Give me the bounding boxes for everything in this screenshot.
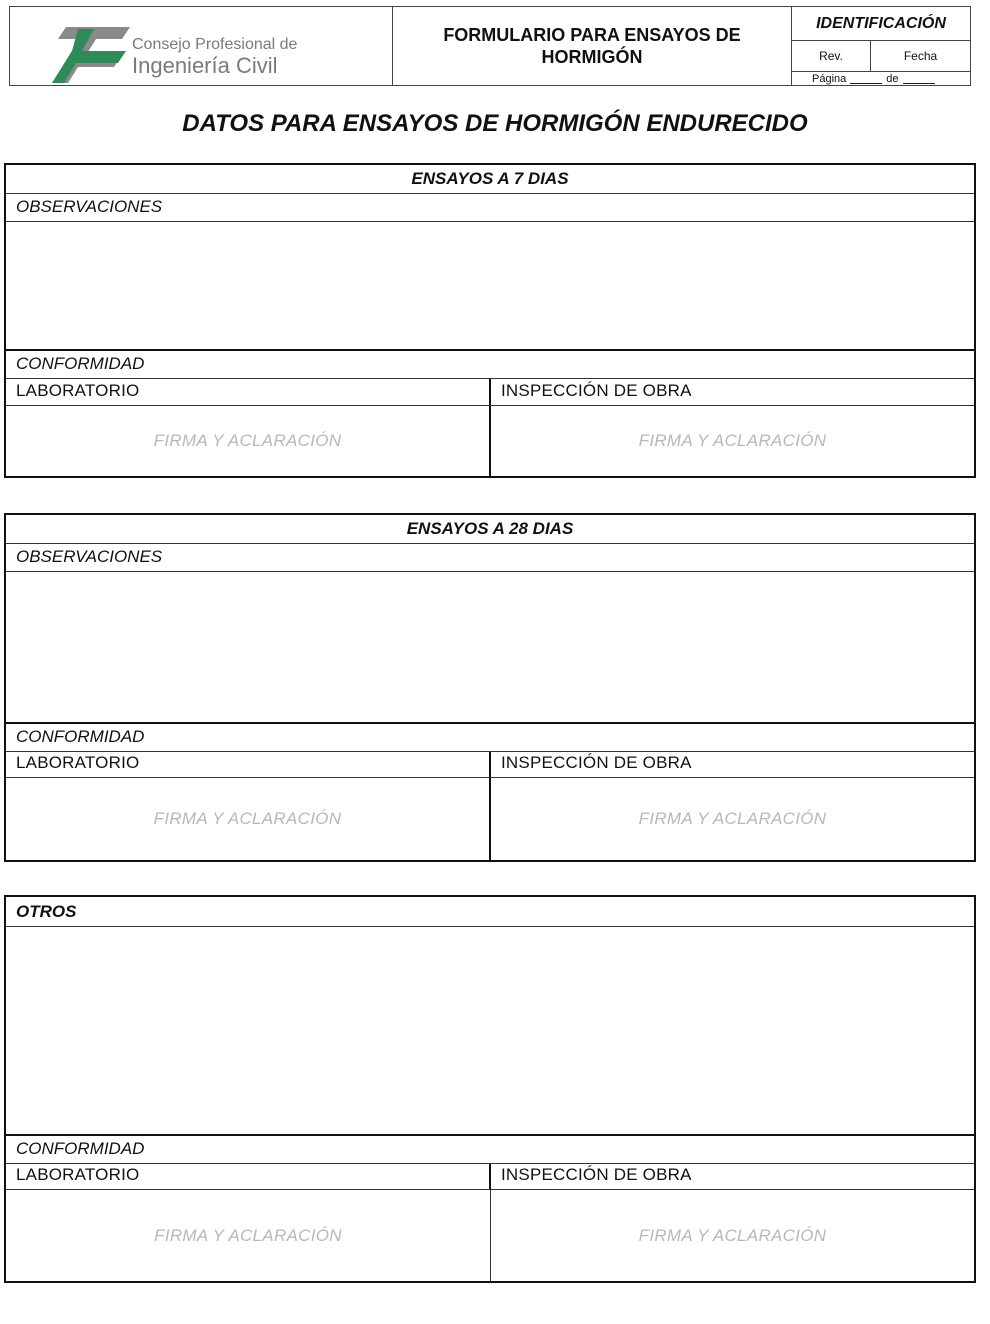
- inspeccion-header: [491, 752, 974, 778]
- pagina-label: Página: [812, 72, 847, 85]
- section-28-dias: [4, 513, 976, 862]
- inspeccion-header: [491, 1164, 974, 1190]
- logo-text: [132, 37, 297, 77]
- identification-title: IDENTIFICACIÓN: [792, 7, 970, 41]
- firma-placeholder: FIRMA Y ACLARACIÓN: [154, 1225, 342, 1245]
- inspeccion-label: INSPECCIÓN DE OBRA: [501, 1165, 692, 1184]
- firma-placeholder: FIRMA Y ACLARACIÓN: [638, 809, 827, 828]
- otros-field[interactable]: [6, 927, 974, 1136]
- conformidad-label: CONFORMIDAD: [16, 727, 145, 746]
- inspeccion-header: [491, 379, 974, 406]
- observaciones-field[interactable]: [6, 222, 974, 351]
- revision-row: [792, 41, 970, 72]
- rev-label: Rev.: [792, 41, 871, 71]
- laboratorio-signature-field[interactable]: [6, 406, 491, 476]
- logo-block: [10, 7, 393, 85]
- firma-placeholder: FIRMA Y ACLARACIÓN: [153, 809, 342, 828]
- observaciones-field[interactable]: [6, 572, 974, 724]
- laboratorio-header: [6, 379, 491, 406]
- otros-label-row: [6, 897, 974, 927]
- total-pages-blank[interactable]: [903, 74, 935, 84]
- section-7-dias: [4, 163, 976, 478]
- section-heading: ENSAYOS A 28 DIAS: [6, 515, 974, 544]
- form-header: [9, 6, 971, 86]
- observaciones-label: OBSERVACIONES: [16, 547, 163, 566]
- firma-placeholder: FIRMA Y ACLARACIÓN: [153, 431, 342, 450]
- observaciones-label-row: [6, 544, 974, 572]
- laboratorio-signature-field[interactable]: [6, 1190, 491, 1281]
- fecha-label: Fecha: [903, 49, 938, 63]
- signature-row: [6, 778, 974, 860]
- signers-row: [6, 752, 974, 778]
- cpic-logo-icon: [52, 21, 130, 83]
- inspeccion-label: INSPECCIÓN DE OBRA: [501, 381, 692, 400]
- inspeccion-signature-field[interactable]: [491, 406, 974, 476]
- page-title: DATOS PARA ENSAYOS DE HORMIGÓN ENDURECIDO: [182, 110, 808, 137]
- form-title: FORMULARIO PARA ENSAYOS DE HORMIGÓN: [393, 7, 792, 85]
- laboratorio-header: [6, 1164, 491, 1190]
- logo-line1: Consejo Profesional de: [132, 36, 298, 53]
- conformidad-label: CONFORMIDAD: [16, 354, 145, 373]
- signature-row: [6, 406, 974, 476]
- identification-block: [792, 7, 970, 85]
- otros-heading: OTROS: [16, 902, 77, 921]
- laboratorio-label: LABORATORIO: [16, 1165, 140, 1184]
- inspeccion-signature-field[interactable]: [491, 778, 974, 860]
- laboratorio-label: LABORATORIO: [16, 381, 140, 400]
- conformidad-label: CONFORMIDAD: [16, 1139, 145, 1158]
- signers-row: [6, 1164, 974, 1190]
- inspeccion-label: INSPECCIÓN DE OBRA: [501, 753, 692, 772]
- conformidad-row: [6, 351, 974, 379]
- signers-row: [6, 379, 974, 406]
- section-otros: [4, 895, 976, 1283]
- section-heading: ENSAYOS A 7 DIAS: [6, 165, 974, 194]
- de-label: de: [886, 72, 899, 85]
- firma-placeholder: FIRMA Y ACLARACIÓN: [638, 431, 827, 450]
- page-number-row: [792, 72, 970, 85]
- pagina-blank[interactable]: [850, 74, 882, 84]
- observaciones-label: OBSERVACIONES: [16, 197, 163, 216]
- conformidad-row: [6, 1136, 974, 1164]
- signature-row: [6, 1190, 974, 1281]
- laboratorio-signature-field[interactable]: [6, 778, 491, 860]
- laboratorio-label: LABORATORIO: [16, 753, 140, 772]
- logo-line2: Ingeniería Civil: [132, 53, 278, 78]
- observaciones-label-row: [6, 194, 974, 222]
- laboratorio-header: [6, 752, 491, 778]
- firma-placeholder: FIRMA Y ACLARACIÓN: [638, 1225, 827, 1245]
- inspeccion-signature-field[interactable]: [491, 1190, 974, 1281]
- conformidad-row: [6, 724, 974, 752]
